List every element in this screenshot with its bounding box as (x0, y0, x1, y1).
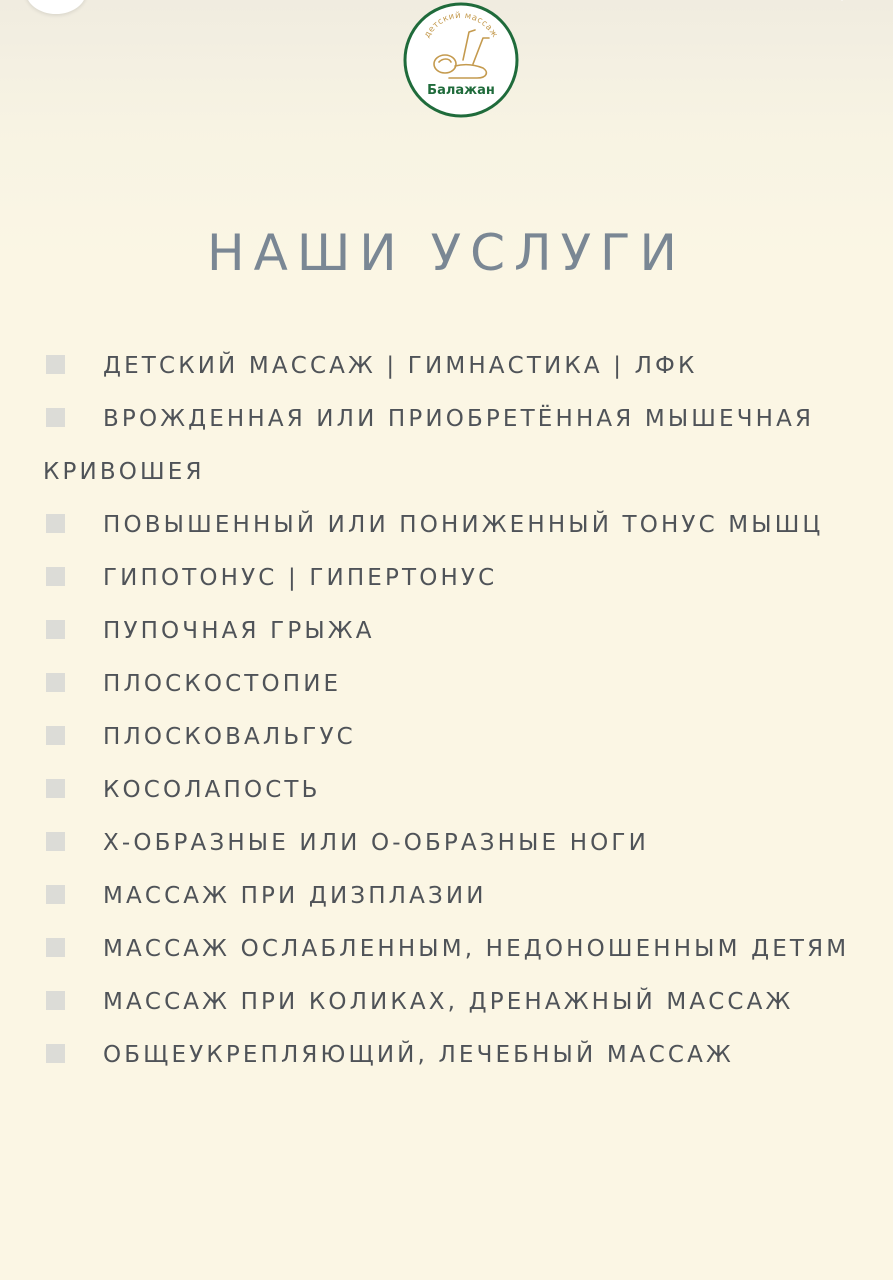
bullet-square-icon (46, 673, 65, 692)
service-label: ВРОЖДЕННАЯ ИЛИ ПРИОБРЕТЁННАЯ МЫШЕЧНАЯ КРИВОШЕЯ (43, 406, 815, 485)
service-label: КОСОЛАПОСТЬ (103, 777, 321, 803)
service-label: Х-ОБРАЗНЫЕ ИЛИ О-ОБРАЗНЫЕ НОГИ (103, 830, 649, 856)
list-item (43, 817, 888, 870)
list-item (43, 1029, 888, 1082)
list-item (43, 976, 888, 1029)
service-label: ГИПОТОНУС | ГИПЕРТОНУС (103, 565, 498, 591)
balazhan-logo (403, 2, 519, 118)
services-list (43, 340, 888, 1082)
service-label: ПЛОСКОВАЛЬГУС (103, 724, 356, 750)
list-item (43, 711, 888, 764)
bullet-square-icon (46, 408, 65, 427)
list-item (43, 870, 888, 923)
profile-avatar-partial[interactable] (26, 0, 86, 14)
bullet-square-icon (46, 832, 65, 851)
bullet-square-icon (46, 514, 65, 533)
bullet-square-icon (46, 885, 65, 904)
service-label: ПЛОСКОСТОПИЕ (103, 671, 342, 697)
list-item (43, 605, 888, 658)
close-icon[interactable] (831, 0, 853, 4)
service-label: ПОВЫШЕННЫЙ ИЛИ ПОНИЖЕННЫЙ ТОНУС МЫШЦ (103, 512, 824, 538)
page-title: НАШИ УСЛУГИ (207, 224, 686, 282)
service-label: МАССАЖ ПРИ ДИЗПЛАЗИИ (103, 883, 487, 909)
list-item (43, 923, 888, 976)
list-item (43, 499, 888, 552)
service-label: МАССАЖ ПРИ КОЛИКАХ, ДРЕНАЖНЫЙ МАССАЖ (103, 989, 794, 1015)
bullet-square-icon (46, 779, 65, 798)
list-item (43, 658, 888, 711)
service-label: ОБЩЕУКРЕПЛЯЮЩИЙ, ЛЕЧЕБНЫЙ МАССАЖ (103, 1042, 734, 1068)
bullet-square-icon (46, 567, 65, 586)
bullet-square-icon (46, 355, 65, 374)
list-item (43, 393, 888, 499)
list-item (43, 764, 888, 817)
service-label: МАССАЖ ОСЛАБЛЕННЫМ, НЕДОНОШЕННЫМ ДЕТЯМ (103, 936, 850, 962)
bullet-square-icon (46, 991, 65, 1010)
service-label: ПУПОЧНАЯ ГРЫЖА (103, 618, 375, 644)
bullet-square-icon (46, 726, 65, 745)
list-item (43, 340, 888, 393)
logo-brand-text: Балажан (427, 83, 495, 98)
service-label: ДЕТСКИЙ МАССАЖ | ГИМНАСТИКА | ЛФК (103, 353, 698, 379)
list-item (43, 552, 888, 605)
bullet-square-icon (46, 938, 65, 957)
logo-arc-text: детский массаж (422, 10, 500, 40)
bullet-square-icon (46, 1044, 65, 1063)
bullet-square-icon (46, 620, 65, 639)
